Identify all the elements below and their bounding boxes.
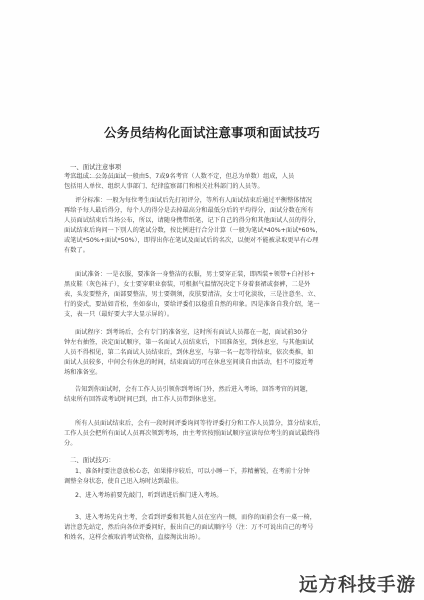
paragraph-line: 场和准备室。 xyxy=(64,369,102,376)
paragraph-line: 面试人员较多，中间会有休息的时间，结束面试的可在休息室间谈自由活动，但不可接近考 xyxy=(64,359,314,366)
paragraph-line: 调整全身状态，使自己迅入场时达到最佳。 xyxy=(64,478,183,485)
paragraph-line: 再给予每人最后得分，每个人的得分是去掉最高分和最低分后的平均得分，面试分数在所有 xyxy=(64,207,314,214)
section-heading-notes: 一、面试注意事项 xyxy=(70,163,122,171)
paragraph-line: 人员不得相见，第二名面试人员结束后，到休息室，与第一名一起等待结束，依次类推，如 xyxy=(64,349,314,356)
paragraph-line: 黑皮鞋（灰色袜子），女士要穿职业套装，可根据气温情况决定下身着套裙或套裤，二是外 xyxy=(64,281,311,288)
paragraph-line: 人员面试结束后当场公布，所以，请随身携带纸笔，记下自己的得分和其他面试人员的得分， xyxy=(64,217,320,224)
paragraph-line: 分。 xyxy=(64,440,77,447)
paragraph-line: 钟左右抽签，决定面试顺序，第一名面试人员结束后，下回准备室，到休息室，与其他面试 xyxy=(64,339,314,346)
paragraph-line: 或笔试*50%+面试*50%），即得出你在笔试及面试后的名次，以便对不能被录取更早有心理 xyxy=(64,237,319,244)
paragraph-line: 请注意先站定，然后向各位评委问好，报出自己的面试顺序号（注：万不可说出自己的考号 xyxy=(64,524,314,531)
paragraph-line: 包括用人单位、组织人事部门、纪律监察部门和相关社科部门的人员等。 xyxy=(64,183,264,190)
paragraph-line: 1、准备时要注意放松心态，如果排序较后，可以小睡一下，养精蓄锐，在考前十分钟 xyxy=(75,468,310,475)
paragraph-line: 所有人员面试结束后，会有一段时间评委询问等待评委打分和工作人员算分，算分结束后， xyxy=(75,420,325,427)
paragraph-line: 告知到你面试时，会有工作人员引领你到考场门外，然后进入考场，回答考官的问题， xyxy=(75,386,313,393)
paragraph-line: 3、进入考场先向主考，会看到评委和其他人员在室内一侧，而你的面前会有一桌一椅， xyxy=(75,514,317,521)
paragraph-line: 2、进入考场前要先敲门，听到请进后推门进入考场。 xyxy=(75,492,223,499)
paragraph-line: 行的姿式，要站如青松，坐如泰山，要给评委们以稳重自然的印象。四是准备自我介绍，笔一 xyxy=(64,301,320,308)
paragraph-line: 支，表一只（最好要大字大显示屏的）。 xyxy=(64,311,174,318)
watermark-text: 远方科技手游 xyxy=(298,575,416,596)
paragraph-line: 面试程序：到考场后，会有专门的准备室，这时所有面试人员都在一起，面试前30分 xyxy=(75,329,308,336)
paragraph-line: 和姓名，这样会被取消考试资格，直接淘汰出场）。 xyxy=(64,534,205,541)
paragraph-line: 评分标准：一般为每位考生面试后先打初评分，等所有人面试结束后通过平衡整体情况 xyxy=(75,197,313,204)
paragraph-line: 面试结束后询问一下别人的笔试分数，按比例进行合分计算（一般为笔试*40%+面试*60%， xyxy=(64,227,322,234)
document-title: 公务员结构化面试注意事项和面试技巧 xyxy=(104,125,320,140)
paragraph-line: 面试准备：一是衣服，要准备一身整洁的衣服，男士要穿正装，即西装+领带+白衬衫+ xyxy=(75,271,316,278)
paragraph-line: 有数了。 xyxy=(64,247,89,254)
paragraph-line: 表，头发要整齐，面部要整洁，男士要剃须，皮肤要清洁，女士可化淡妆，三是注意坐、立、 xyxy=(64,291,320,298)
paragraph-line: 考官组成：公务员面试一般由5、7或9名考官（人数不定，但总为单数）组成，人员 xyxy=(64,173,295,180)
paragraph-line: 工作人员会把所有面试人员再次领到考场，由主考官按照面试顺序宣读每位考生的面试最终得 xyxy=(64,430,320,437)
paragraph-line: 结束所有回答或考试时间已到，由工作人员带到休息室。 xyxy=(64,396,220,403)
section-heading-tips: 二、面试技巧： xyxy=(70,456,115,464)
